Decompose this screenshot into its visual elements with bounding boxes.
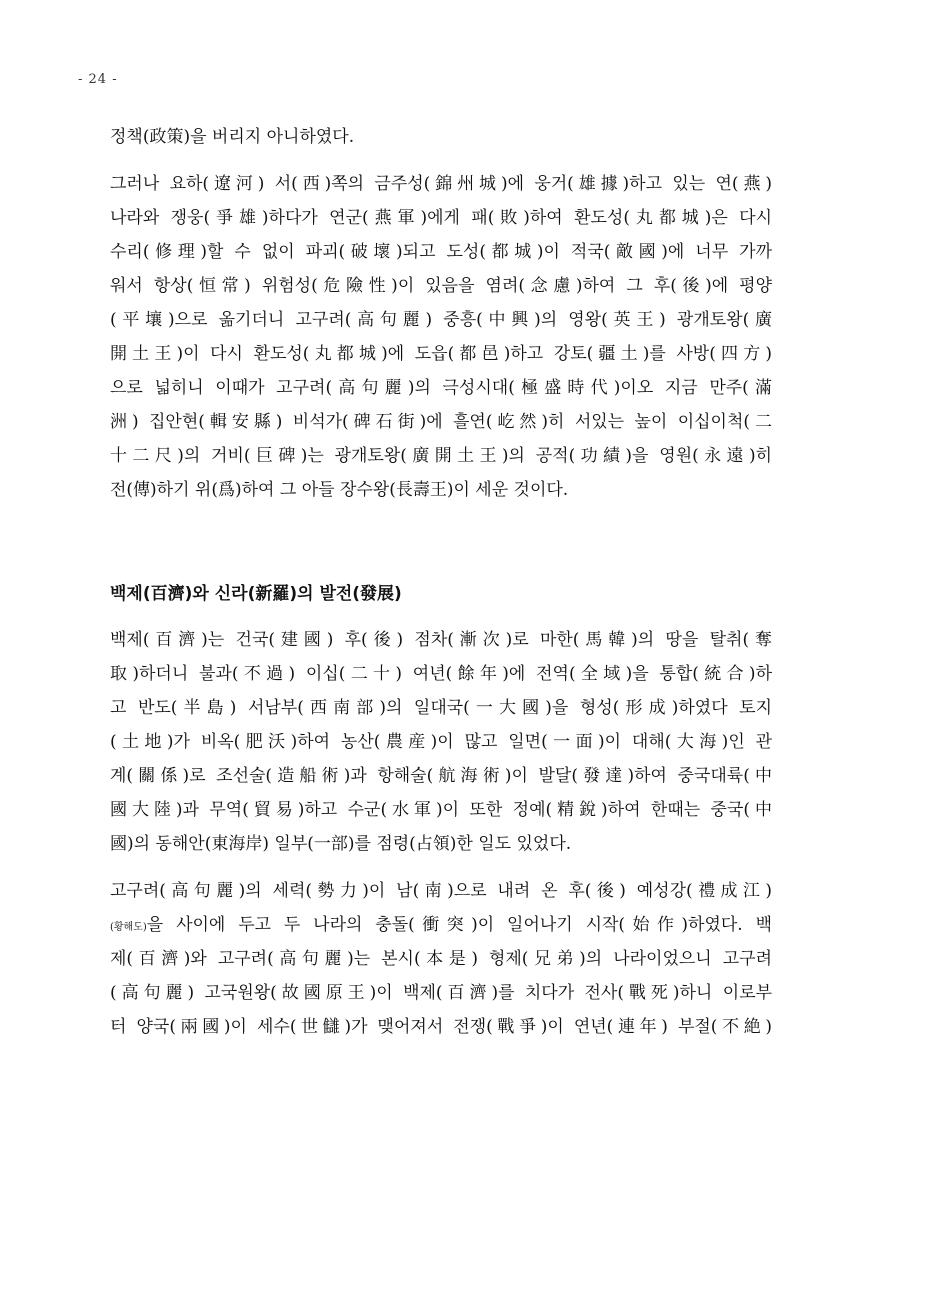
text-line: 그러나 요하(遼河) 서(西)쪽의 금주성(錦州城)에 웅거(雄據)하고 있는 연(燕) bbox=[110, 174, 772, 194]
text-line: 고구려(高句麗)의 세력(勢力)이 남(南)으로 내려 온 후(後) 예성강(禮成江) bbox=[110, 881, 772, 901]
text-line bbox=[110, 908, 772, 942]
text-line: 제(百濟)와 고구려(高句麗)는 본시(本是) 형제(兄弟)의 나라이었으니 고구려 bbox=[110, 949, 772, 969]
text-line: 정책(政策)을 버리지 아니하였다. bbox=[110, 127, 355, 147]
text-line: 워서 항상(恒常) 위험성(危險性)이 있음을 염려(念慮)하여 그 후(後)에 평양 bbox=[110, 276, 772, 296]
text-line: 백제(百濟)는 건국(建國) 후(後) 점차(漸次)로 마한(馬韓)의 땅을 탈취(奪 bbox=[110, 630, 772, 650]
annotation-small: (황해도) bbox=[110, 922, 147, 933]
text-span: 을 사이에 두고 두 나라의 충돌(衝突)이 일어나기 시작(始作)하였다. 백 bbox=[146, 915, 772, 935]
text-line: 十二尺)의 거비(巨碑)는 광개토왕(廣開土王)의 공적(功績)을 영원(永遠)히 bbox=[110, 446, 772, 466]
text-line: 開土王)이 다시 환도성(丸都城)에 도읍(都邑)하고 강토(疆土)를 사방(四方) bbox=[110, 344, 772, 364]
text-line: 터 양국(兩國)이 세수(世讎)가 맺어져서 전쟁(戰爭)이 연년(連年) 부절(不絶) bbox=[110, 1017, 772, 1037]
text-line: 전(傳)하기 위(爲)하여 그 아들 장수왕(長壽王)이 세운 것이다. bbox=[110, 480, 569, 500]
text-line: 洲) 집안현(輯安縣) 비석가(碑石街)에 흘연(屹然)히 서있는 높이 이십이척(二 bbox=[110, 412, 772, 432]
paragraph-4 bbox=[110, 874, 772, 1044]
text-line: 수리(修理)할 수 없이 파괴(破壞)되고 도성(都城)이 적국(敵國)에 너무 가까 bbox=[110, 242, 772, 262]
page-number: - 24 - bbox=[78, 72, 118, 87]
text-line: 으로 넓히니 이때가 고구려(高句麗)의 극성시대(極盛時代)이오 지금 만주(滿 bbox=[110, 378, 772, 398]
text-line: (平壤)으로 옮기더니 고구려(高句麗) 중흥(中興)의 영왕(英王) 광개토왕(廣 bbox=[110, 310, 772, 330]
text-line: 取)하더니 불과(不過) 이십(二十) 여년(餘年)에 전역(全域)을 통합(統合)하 bbox=[110, 664, 772, 684]
text-line: 國)의 동해안(東海岸) 일부(一部)를 점령(占領)한 일도 있었다. bbox=[110, 834, 572, 854]
section-heading: 백제(百濟)와 신라(新羅)의 발전(發展) bbox=[110, 584, 402, 604]
paragraph-2 bbox=[110, 167, 772, 507]
text-line: (土地)가 비옥(肥沃)하여 농산(農産)이 많고 일면(一面)이 대해(大海)인 관 bbox=[110, 732, 772, 752]
paragraph-3 bbox=[110, 623, 772, 861]
document-body bbox=[110, 120, 772, 1044]
text-line: 계(關係)로 조선술(造船術)과 항해술(航海術)이 발달(發達)하여 중국대륙(中 bbox=[110, 766, 772, 786]
text-line: 고 반도(半島) 서남부(西南部)의 일대국(一大國)을 형성(形成)하였다 토지 bbox=[110, 698, 772, 718]
text-line: 國大陸)과 무역(貿易)하고 수군(水軍)이 또한 정예(精銳)하여 한때는 중국(中 bbox=[110, 800, 772, 820]
paragraph-1 bbox=[110, 120, 772, 154]
text-line: (高句麗) 고국원왕(故國原王)이 백제(百濟)를 치다가 전사(戰死)하니 이로부 bbox=[110, 983, 772, 1003]
text-line: 나라와 쟁웅(爭雄)하다가 연군(燕軍)에게 패(敗)하여 환도성(丸都城)은 다시 bbox=[110, 208, 772, 228]
